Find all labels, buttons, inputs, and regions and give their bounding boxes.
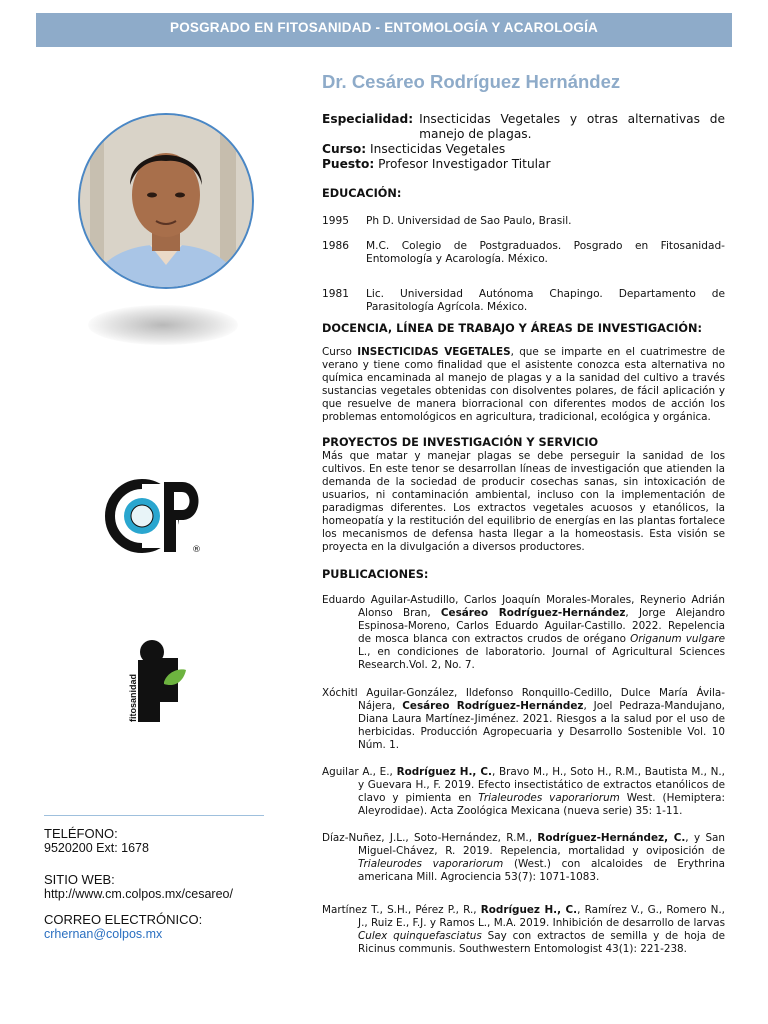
publicaciones-title: PUBLICACIONES: — [322, 568, 429, 581]
education-title: EDUCACIÓN: — [322, 187, 402, 200]
docencia-paragraph — [322, 346, 725, 424]
pub-species: Trialeurodes vaporariorum — [478, 792, 620, 804]
phone-label: TELÉFONO: — [44, 826, 118, 841]
pub-text: , Joel Pedraza-Mandujano, Diana Laura Martínez-Jiménez. 2021. Riesgos a la salud por el uso de herbicidas. Producción Agropecuaria y Desarrollo Sostenible Vol. 10 Núm. 1. — [358, 700, 725, 751]
fitosanidad-text: fitosanidad — [128, 673, 138, 722]
pub-authors: Xóchitl Aguilar-González, Ildefonso Ronquillo-Cedillo, Dulce María Ávila-Nájera, — [322, 687, 725, 712]
main-column — [322, 70, 725, 582]
especialidad-value: Insecticidas Vegetales y otras alternativas de manejo de plagas. — [419, 112, 725, 141]
email-block — [44, 912, 202, 942]
pub-authors: Martínez T., S.H., Pérez P., R., — [322, 904, 481, 916]
pub-highlight-author: Cesáreo Rodríguez-Hernández — [440, 607, 626, 619]
portrait-illustration — [80, 115, 252, 287]
pub-text-end: (West.) con alcaloides de Erythrina americana Mill. Agrociencia 53(7): 1071-1083. — [358, 858, 725, 883]
profile-photo — [78, 113, 254, 289]
education-year: 1995 — [322, 215, 349, 227]
especialidad-label: Especialidad: — [322, 112, 414, 126]
pub-authors: Eduardo Aguilar-Astudillo, Carlos Joaquín Morales-Morales, Reynerio Adrián Alonso Bran, — [322, 594, 725, 619]
proyectos-title: PROYECTOS DE INVESTIGACIÓN Y SERVICIO — [322, 436, 599, 449]
education-item — [322, 240, 725, 266]
publication-item — [322, 594, 725, 672]
pub-text: , y San Miguel-Chávez, R. 2019. Repelencia, mortalidad y oviposición de — [358, 832, 725, 857]
web-label: SITIO WEB: — [44, 872, 115, 887]
publication-item — [322, 904, 725, 956]
curso-label: Curso: — [322, 142, 367, 156]
fitosanidad-logo — [124, 636, 188, 726]
profile-name: Dr. Cesáreo Rodríguez Hernández — [322, 71, 621, 92]
banner-title: POSGRADO EN FITOSANIDAD - ENTOMOLOGÍA Y ACAROLOGÍA — [169, 20, 599, 35]
pub-species: Culex quinquefasciatus — [358, 930, 482, 942]
phone-value: 9520200 Ext: 1678 — [44, 841, 149, 855]
pub-text-end: Say con extractos de semilla y de hoja de Ricinus communis. Southwestern Entomologist 43(1): 221-238. — [358, 930, 725, 955]
education-text: M.C. Colegio de Postgraduados. Posgrado en Fitosanidad-Entomología y Acarología. México. — [366, 240, 725, 265]
curso-row — [322, 142, 725, 157]
pub-species: Trialeurodes vaporariorum — [358, 858, 504, 870]
education-text: Lic. Universidad Autónoma Chapingo. Departamento de Parasitología Agrícola. México. — [366, 288, 725, 313]
pub-text-end: West. (Hemiptera: Aleyrodidae). Acta Zoológica Mexicana (nueva serie) 35: 1-11. — [358, 792, 725, 817]
email-label: CORREO ELECTRÓNICO: — [44, 912, 203, 927]
publication-item — [322, 687, 725, 752]
web-link[interactable]: http://www.cm.colpos.mx/cesareo/ — [44, 887, 233, 901]
pub-highlight-author: Cesáreo Rodríguez-Hernández — [402, 700, 584, 712]
curso-value: Insecticidas Vegetales — [370, 142, 506, 156]
publication-item — [322, 832, 725, 884]
education-item — [322, 288, 725, 314]
docencia-course: INSECTICIDAS VEGETALES — [357, 346, 511, 358]
docencia-text: , que se imparte en el cuatrimestre de verano y tiene como finalidad que el asistente conozca esta alternativa no química encaminada al manejo de plagas y a la sanidad del cultivo a través sustancias vegetales obtenidas con disolventes polares, de fácil aplicación y que resuelve de manera biorracional con diferentes modos de acción los problemas entomológicos en agricultura, tradicional, ecológica y orgánica. — [322, 346, 725, 423]
docencia-prefix: Curso — [322, 346, 358, 358]
contact-divider — [44, 815, 264, 816]
header-banner — [36, 13, 732, 47]
education-item — [322, 215, 725, 228]
colpos-logo — [104, 474, 204, 558]
pub-authors: Aguilar A., E., — [322, 766, 397, 778]
education-year: 1981 — [322, 288, 349, 300]
pub-text: , Bravo M., H., Soto H., R.M., Bautista M., N., y Guevara H., F. 2019. Efecto insectistático de extractos etanólicos de clavo y pimienta en — [358, 766, 725, 804]
pub-species: Origanum vulgare — [630, 633, 725, 645]
email-link[interactable]: crhernan@colpos.mx — [44, 927, 163, 941]
pub-text: , Jorge Alejandro Espinosa-Moreno, Carlos Eduardo Aguilar-Castillo. 2022. Repelencia de mosca blanca con extractos crudos de orégano — [358, 607, 725, 645]
web-block — [44, 872, 233, 902]
education-text: Ph D. Universidad de Sao Paulo, Brasil. — [366, 215, 572, 227]
photo-shadow — [88, 305, 238, 345]
publications-list — [322, 594, 725, 956]
proyectos-paragraph: Más que matar y manejar plagas se debe perseguir la sanidad de los cultivos. En este tenor se desarrollan líneas de investigación que atienden la demanda de la sociedad de producir cosechas sanas, sin intoxicación de usuarios, ni contaminación ambiental, incluso con la implementación de paradigmas diferentes. Los extractos vegetales acuosos y etanólicos, la homeopatía y la restitución del equilibrio de energías en las plantas fortalece los mecanismos de defensa hasta llegar a la homeostasis. Esta visión se proyecta en la divulgación a diversos productores. — [322, 450, 725, 553]
publication-item — [322, 766, 725, 818]
puesto-row — [322, 157, 725, 172]
phone-block — [44, 826, 149, 856]
pub-text-end: L., en condiciones de laboratorio. Journal of Agricultural Sciences Research.Vol. 2, No. 7. — [358, 646, 725, 671]
pub-highlight-author: Rodríguez H., C. — [480, 904, 578, 916]
docencia-title: DOCENCIA, LÍNEA DE TRABAJO Y ÁREAS DE INVESTIGACIÓN: — [322, 322, 702, 335]
pub-highlight-author: Rodríguez-Hernández, C. — [537, 832, 686, 844]
pub-authors: Díaz-Nuñez, J.L., Soto-Hernández, R.M., — [322, 832, 538, 844]
registered-mark: ® — [192, 545, 201, 555]
pub-text: , Ramírez V., G., Romero N., J., Ruiz E., F.J. y Ramos L., M.A. 2019. Inhibición de desarrollo de larvas — [358, 904, 725, 929]
education-year: 1986 — [322, 240, 349, 252]
puesto-label: Puesto: — [322, 157, 375, 171]
especialidad-row — [322, 112, 725, 142]
pub-highlight-author: Rodríguez H., C. — [396, 766, 492, 778]
puesto-value: Profesor Investigador Titular — [378, 157, 551, 171]
